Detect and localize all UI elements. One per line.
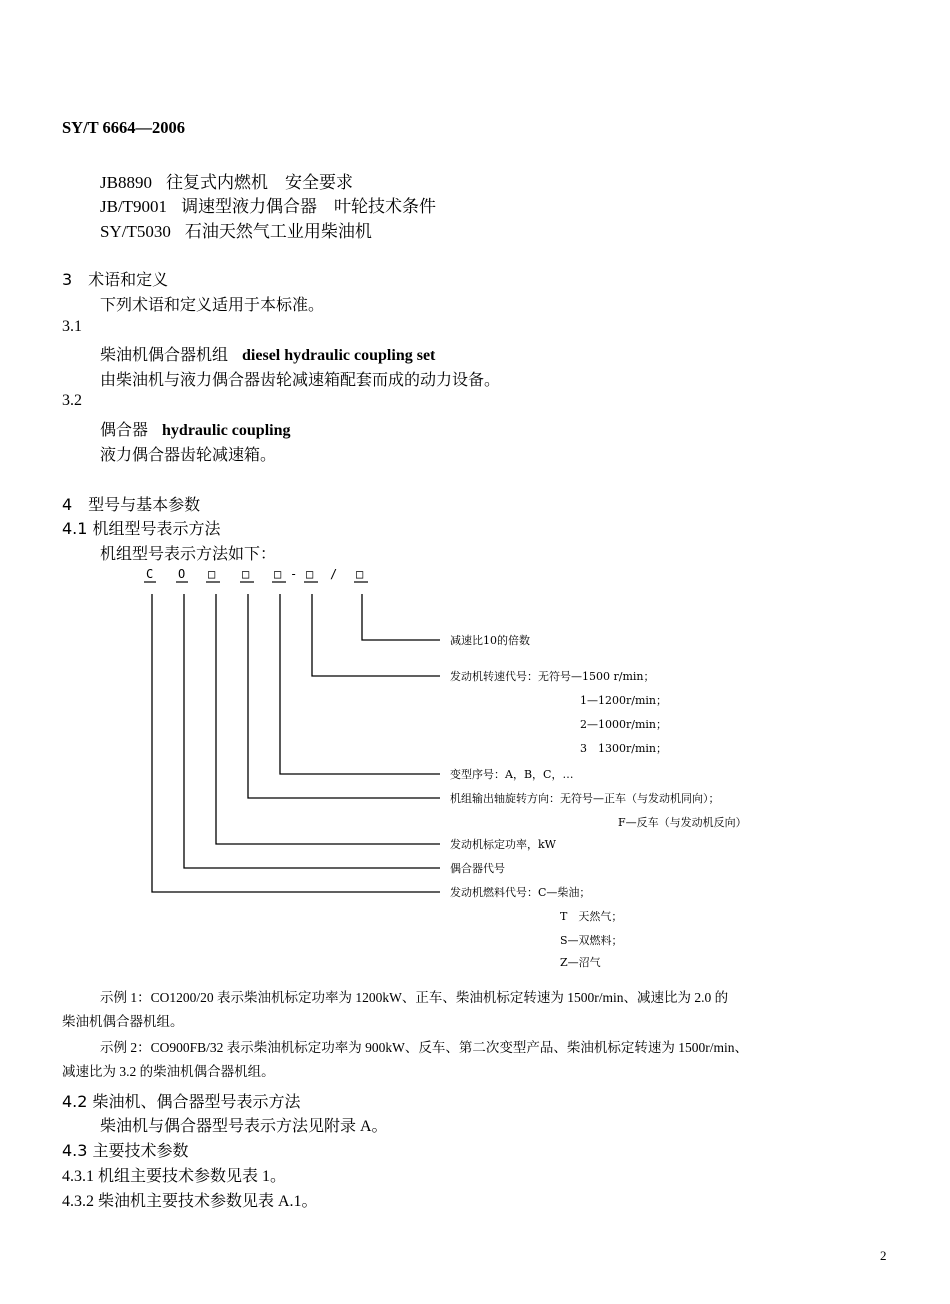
section-heading-4: 4 型号与基本参数 — [62, 495, 201, 514]
clause-4-3-1: 4.3.1 机组主要技术参数见表 1。 — [62, 1168, 287, 1185]
example-2-line-1: 示例 2：CO900FB/32 表示柴油机标定功率为 900kW、反车、第二次变型产品、柴油机标定转速为 1500r/min、 — [100, 1040, 749, 1055]
diagram-label-fuel-option: T 天然气； — [560, 910, 623, 923]
reference-item — [100, 192, 436, 217]
reference-item — [100, 168, 353, 193]
diagram-symbol: □ — [208, 567, 216, 581]
reference-code: JB8890 — [100, 173, 152, 192]
example-2-line-2: 减速比为 3.2 的柴油机偶合器机组。 — [62, 1064, 275, 1079]
reference-code: SY/T5030 — [100, 222, 171, 241]
subsection-intro: 机组型号表示方法如下： — [100, 546, 277, 563]
section-heading-3: 3 术语和定义 — [62, 270, 169, 289]
term-chinese: 柴油机偶合器机组 — [100, 345, 229, 364]
example-1-line-1: 示例 1：CO1200/20 表示柴油机标定功率为 1200kW、正车、柴油机标定转速为 1500r/min、减速比为 2.0 的 — [100, 990, 729, 1005]
clause-4-3-2: 4.3.2 柴油机主要技术参数见表 A.1。 — [62, 1193, 318, 1210]
term-english: hydraulic coupling — [162, 422, 291, 439]
example-1-line-2: 柴油机偶合器机组。 — [62, 1014, 184, 1029]
diagram-label-fuel-code: 发动机燃料代号：C—柴油； — [450, 886, 591, 899]
reference-code: JB/T9001 — [100, 197, 168, 216]
standard-number: SY/T 6664—2006 — [62, 118, 186, 137]
diagram-symbol: □ — [242, 567, 250, 581]
diagram-label-fuel-option: S—双燃料； — [560, 934, 623, 947]
subsection-heading-4-2: 4.2 柴油机、偶合器型号表示方法 — [62, 1092, 301, 1111]
diagram-symbol: / — [330, 567, 338, 581]
term-english: diesel hydraulic coupling set — [242, 347, 436, 364]
diagram-label-engine-speed: 发动机转速代号：无符号—1500 r/min； — [450, 670, 655, 683]
page-number: 2 — [880, 1248, 887, 1263]
term-title — [100, 417, 291, 440]
subsection-heading-4-1: 4.1 机组型号表示方法 — [62, 519, 221, 538]
diagram-label-rotation-option: F—反车（与发动机反向） — [618, 816, 747, 829]
reference-item — [100, 217, 372, 242]
diagram-symbol: - — [290, 567, 298, 581]
term-number: 3.1 — [62, 318, 82, 335]
diagram-label-fuel-option: Z—沼气 — [560, 956, 601, 969]
diagram-label-rotation: 机组输出轴旋转方向：无符号—正车（与发动机同向）； — [450, 792, 720, 805]
section-intro: 下列术语和定义适用于本标准。 — [100, 297, 325, 314]
diagram-label-reduction-ratio: 减速比10的倍数 — [450, 634, 530, 647]
diagram-symbol: □ — [274, 567, 282, 581]
diagram-label-rated-power: 发动机标定功率，kW — [450, 838, 556, 851]
subsection-text-4-2: 柴油机与偶合器型号表示方法见附录 A。 — [100, 1118, 388, 1135]
diagram-label-speed-option: 3 1300r/min； — [580, 742, 667, 755]
term-number: 3.2 — [62, 392, 82, 409]
term-title — [100, 342, 435, 365]
designation-diagram-svg — [140, 562, 800, 974]
term-chinese: 偶合器 — [100, 420, 149, 439]
model-designation-diagram — [140, 562, 800, 974]
term-definition: 由柴油机与液力偶合器齿轮减速箱配套而成的动力设备。 — [100, 372, 501, 389]
diagram-symbol: □ — [306, 567, 314, 581]
term-definition: 液力偶合器齿轮减速箱。 — [100, 447, 277, 464]
diagram-symbol: C — [146, 567, 154, 581]
diagram-label-speed-option: 1—1200r/min； — [580, 694, 667, 707]
diagram-symbol: O — [178, 567, 186, 581]
diagram-label-variant: 变型序号：A，B，C，… — [450, 768, 574, 781]
diagram-symbol: □ — [356, 567, 364, 581]
diagram-label-speed-option: 2—1000r/min； — [580, 718, 667, 731]
reference-title: 石油天然气工业用柴油机 — [184, 222, 372, 241]
reference-title: 往复式内燃机 安全要求 — [165, 173, 353, 192]
diagram-label-coupling-code: 偶合器代号 — [450, 862, 505, 875]
subsection-heading-4-3: 4.3 主要技术参数 — [62, 1141, 189, 1160]
reference-title: 调速型液力偶合器 叶轮技术条件 — [181, 197, 437, 216]
